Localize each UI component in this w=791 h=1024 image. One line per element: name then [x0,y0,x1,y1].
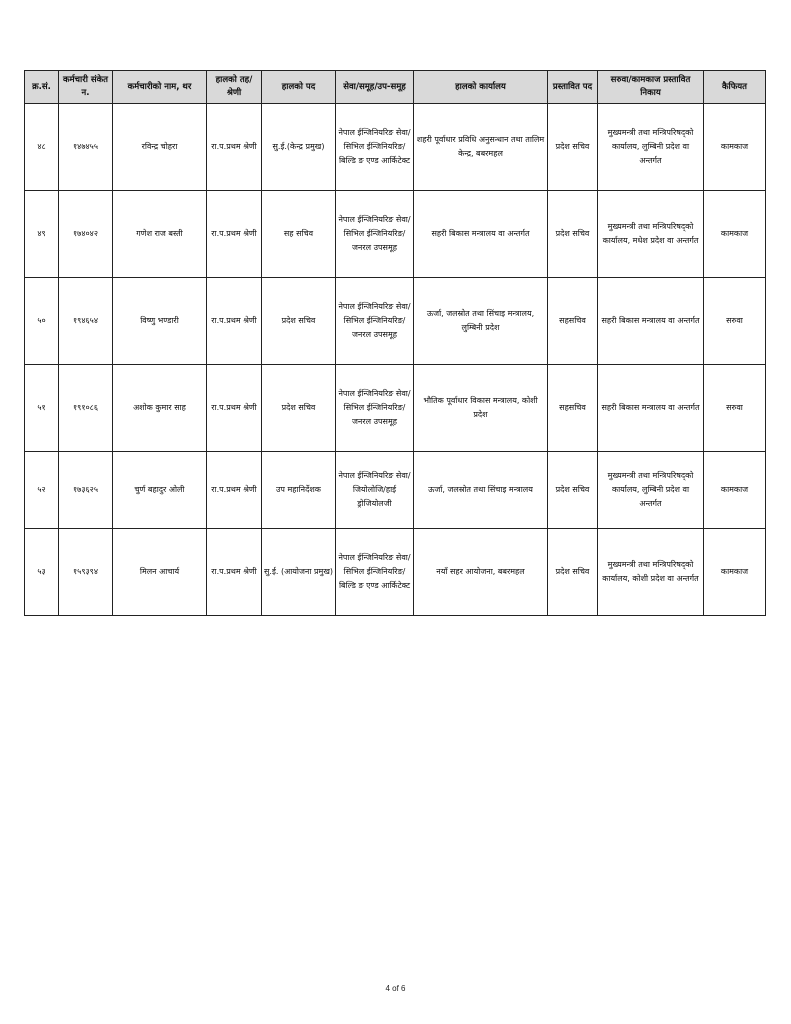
cell-current-level: रा.प.प्रथम श्रेणी [207,365,262,452]
cell-proposed-body: मुख्यमन्त्री तथा मन्त्रिपरिषद्को कार्यालय, कोशी प्रदेश वा अन्तर्गत [598,529,704,616]
header-current-level: हालको तह/श्रेणी [207,71,262,104]
header-proposed-post: प्रस्तावित पद [548,71,598,104]
cell-proposed-body: मुख्यमन्त्री तथा मन्त्रिपरिषद्को कार्यालय, लुम्बिनी प्रदेश वा अन्तर्गत [598,104,704,191]
cell-service-group: नेपाल ईन्जिनियरिङ सेवा/सिभिल ईन्जिनियरिङ/जनरल उपसमूह [336,365,414,452]
header-proposed-body: सरुवा/कामकाज प्रस्तावित निकाय [598,71,704,104]
cell-proposed-body: सहरी बिकास मन्त्रालय वा अन्तर्गत [598,278,704,365]
cell-proposed-body: मुख्यमन्त्री तथा मन्त्रिपरिषद्को कार्यालय, मधेश प्रदेश वा अन्तर्गत [598,191,704,278]
cell-employee-name: रविन्द्र चोहरा [113,104,207,191]
cell-current-level: रा.प.प्रथम श्रेणी [207,529,262,616]
table-row [25,452,766,529]
cell-proposed-post: प्रदेश सचिव [548,104,598,191]
cell-remarks: सरुवा [704,365,766,452]
transfer-table [24,70,766,616]
cell-service-group: नेपाल ईन्जिनियरिङ सेवा/सिभिल ईन्जिनियरिङ/बिल्डि ङ एण्ड आर्किटेक्ट [336,104,414,191]
cell-serial: ५० [25,278,59,365]
cell-current-post: सह सचिव [262,191,336,278]
cell-service-group: नेपाल ईन्जिनियरिङ सेवा/सिभिल ईन्जिनियरिङ/जनरल उपसमूह [336,278,414,365]
header-current-post: हालको पद [262,71,336,104]
cell-remarks: कामकाज [704,529,766,616]
cell-employee-code: १४७४५५ [59,104,113,191]
cell-employee-name: मिलन आचार्य [113,529,207,616]
cell-service-group: नेपाल ईन्जिनियरिङ सेवा/सिभिल ईन्जिनियरिङ/जनरल उपसमूह [336,191,414,278]
header-current-office: हालको कार्यालय [414,71,548,104]
cell-serial: ४९ [25,191,59,278]
header-employee-code: कर्मचारी संकेत न. [59,71,113,104]
cell-proposed-post: सहसचिव [548,365,598,452]
cell-proposed-post: प्रदेश सचिव [548,529,598,616]
page-number: 4 of 6 [385,984,406,993]
table-row [25,529,766,616]
header-service-group: सेवा/समूह/उप-समूह [336,71,414,104]
cell-proposed-post: प्रदेश सचिव [548,452,598,529]
header-serial: क्र.सं. [25,71,59,104]
table-row [25,278,766,365]
cell-remarks: कामकाज [704,104,766,191]
cell-current-post: प्रदेश सचिव [262,278,336,365]
cell-proposed-post: प्रदेश सचिव [548,191,598,278]
cell-service-group: नेपाल ईन्जिनियरिङ सेवा/जियोलोजि/हाई ड्रोजियोलजी [336,452,414,529]
cell-current-office: ऊर्जा, जलस्रोत तथा सिंचाइ मन्त्रालय [414,452,548,529]
cell-proposed-body: मुख्यमन्त्री तथा मन्त्रिपरिषद्को कार्यालय, लुम्बिनी प्रदेश वा अन्तर्गत [598,452,704,529]
cell-current-post: सु.ई. (आयोजना प्रमुख) [262,529,336,616]
cell-employee-name: गणेश राज बस्ती [113,191,207,278]
cell-employee-name: अशोक कुमार साह [113,365,207,452]
cell-current-post: उप महानिर्देशक [262,452,336,529]
cell-employee-code: १७४०४२ [59,191,113,278]
header-remarks: कैफियत [704,71,766,104]
cell-current-office: नयाँ सहर आयोजना, बबरमहल [414,529,548,616]
cell-current-office: ऊर्जा, जलस्रोत तथा सिंचाइ मन्त्रालय, लुम्बिनी प्रदेश [414,278,548,365]
cell-current-level: रा.प.प्रथम श्रेणी [207,191,262,278]
cell-serial: ५३ [25,529,59,616]
table-row [25,104,766,191]
table-row [25,365,766,452]
cell-employee-name: चुर्ण बहादुर ओली [113,452,207,529]
cell-employee-name: विष्णु भण्डारी [113,278,207,365]
cell-remarks: कामकाज [704,452,766,529]
cell-serial: ५२ [25,452,59,529]
cell-current-office: भौतिक पूर्वाधार विकास मन्त्रालय, कोशी प्रदेश [414,365,548,452]
table-header-row [25,71,766,104]
table-row [25,191,766,278]
cell-current-office: सहरी बिकास मन्त्रालय वा अन्तर्गत [414,191,548,278]
header-employee-name: कर्मचारीको नाम, थर [113,71,207,104]
cell-serial: ४८ [25,104,59,191]
cell-employee-code: १५९३९४ [59,529,113,616]
cell-remarks: सरुवा [704,278,766,365]
cell-remarks: कामकाज [704,191,766,278]
cell-current-level: रा.प.प्रथम श्रेणी [207,278,262,365]
cell-employee-code: १७३६२५ [59,452,113,529]
cell-current-post: प्रदेश सचिव [262,365,336,452]
cell-current-office: शहरी पूर्वाधार प्रविधि अनुसन्धान तथा तालिम केन्द्र, बबरमहल [414,104,548,191]
cell-current-level: रा.प.प्रथम श्रेणी [207,104,262,191]
cell-current-level: रा.प.प्रथम श्रेणी [207,452,262,529]
cell-employee-code: १९४६५४ [59,278,113,365]
cell-service-group: नेपाल ईन्जिनियरिङ सेवा/सिभिल ईन्जिनियरिङ/बिल्डि ङ एण्ड आर्किटेक्ट [336,529,414,616]
cell-current-post: सु.ई.(केन्द्र प्रमुख) [262,104,336,191]
cell-serial: ५१ [25,365,59,452]
cell-proposed-body: सहरी बिकास मन्त्रालय वा अन्तर्गत [598,365,704,452]
cell-employee-code: १९१०८६ [59,365,113,452]
cell-proposed-post: सहसचिव [548,278,598,365]
